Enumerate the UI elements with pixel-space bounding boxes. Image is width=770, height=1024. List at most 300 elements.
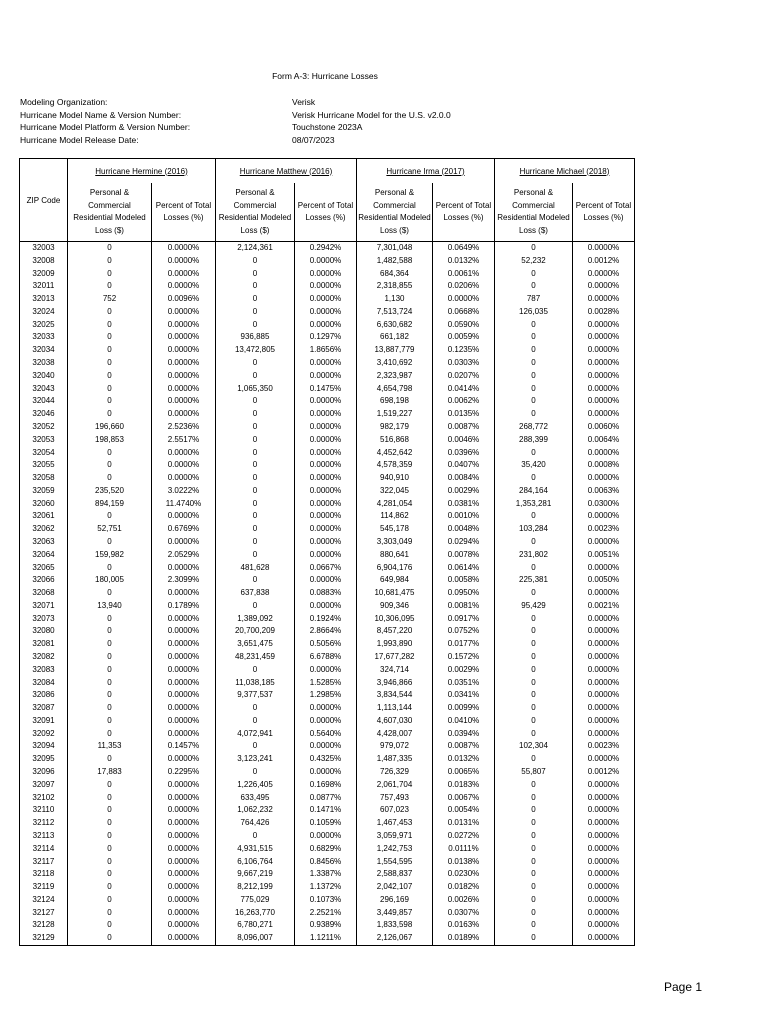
loss-cell: 13,887,779 xyxy=(357,344,433,357)
loss-cell: 0 xyxy=(68,280,152,293)
loss-cell: 0 xyxy=(495,830,573,843)
percent-cell: 0.0177% xyxy=(433,638,495,651)
percent-cell: 0.0000% xyxy=(152,932,216,945)
percent-cell: 0.0000% xyxy=(573,894,635,907)
loss-cell: 180,005 xyxy=(68,574,152,587)
zip-code-cell: 32058 xyxy=(20,472,68,485)
loss-cell: 103,284 xyxy=(495,523,573,536)
loss-cell: 0 xyxy=(495,907,573,920)
loss-cell: 0 xyxy=(216,472,295,485)
loss-cell: 0 xyxy=(495,715,573,728)
loss-cell: 0 xyxy=(68,830,152,843)
loss-cell: 545,178 xyxy=(357,523,433,536)
loss-cell: 649,984 xyxy=(357,574,433,587)
loss-cell: 2,124,361 xyxy=(216,242,295,255)
percent-cell: 0.0000% xyxy=(152,907,216,920)
percent-cell: 0.0000% xyxy=(573,932,635,945)
loss-cell: 17,677,282 xyxy=(357,651,433,664)
loss-cell: 0 xyxy=(495,817,573,830)
loss-cell: 6,106,764 xyxy=(216,856,295,869)
percent-cell: 0.0000% xyxy=(295,293,357,306)
loss-cell: 0 xyxy=(68,779,152,792)
loss-cell: 0 xyxy=(68,932,152,945)
hurricane-losses-table xyxy=(19,158,635,946)
percent-cell: 0.1572% xyxy=(433,651,495,664)
percent-cell: 0.0051% xyxy=(573,549,635,562)
loss-cell: 4,428,007 xyxy=(357,728,433,741)
percent-cell: 0.8456% xyxy=(295,856,357,869)
loss-cell: 3,059,971 xyxy=(357,830,433,843)
loss-column-header: Personal & Commercial Residential Modeled Loss ($) xyxy=(495,183,573,242)
percent-cell: 0.0000% xyxy=(573,562,635,575)
loss-cell: 0 xyxy=(216,600,295,613)
percent-cell: 0.0000% xyxy=(573,510,635,523)
loss-cell: 231,802 xyxy=(495,549,573,562)
percent-cell: 0.0000% xyxy=(295,268,357,281)
loss-cell: 1,130 xyxy=(357,293,433,306)
zip-code-cell: 32128 xyxy=(20,919,68,932)
meta-row xyxy=(20,121,451,134)
loss-cell: 3,834,544 xyxy=(357,689,433,702)
percent-cell: 0.0000% xyxy=(573,447,635,460)
zip-code-cell: 32110 xyxy=(20,804,68,817)
loss-cell: 0 xyxy=(216,293,295,306)
percent-cell: 0.0000% xyxy=(152,344,216,357)
loss-column-header: Personal & Commercial Residential Modeled Loss ($) xyxy=(216,183,295,242)
percent-cell: 0.1471% xyxy=(295,804,357,817)
percent-cell: 0.0230% xyxy=(433,868,495,881)
table-body xyxy=(20,242,635,946)
loss-cell: 52,751 xyxy=(68,523,152,536)
percent-cell: 0.0000% xyxy=(152,919,216,932)
percent-cell: 0.0131% xyxy=(433,817,495,830)
table-row xyxy=(20,919,635,932)
loss-cell: 0 xyxy=(216,485,295,498)
percent-cell: 0.0000% xyxy=(433,293,495,306)
percent-cell: 0.0000% xyxy=(295,574,357,587)
loss-cell: 0 xyxy=(495,447,573,460)
event-header-hermine xyxy=(68,159,216,184)
percent-cell: 1.8656% xyxy=(295,344,357,357)
zip-code-cell: 32009 xyxy=(20,268,68,281)
loss-cell: 0 xyxy=(68,868,152,881)
zip-code-cell: 32062 xyxy=(20,523,68,536)
percent-cell: 0.0000% xyxy=(573,293,635,306)
loss-cell: 0 xyxy=(495,319,573,332)
percent-cell: 0.1073% xyxy=(295,894,357,907)
percent-cell: 0.2295% xyxy=(152,766,216,779)
table-row xyxy=(20,740,635,753)
percent-cell: 0.0065% xyxy=(433,766,495,779)
event-name: Hurricane Irma (2017) xyxy=(386,166,465,176)
loss-cell: 0 xyxy=(495,331,573,344)
percent-cell: 2.0529% xyxy=(152,549,216,562)
meta-label: Modeling Organization: xyxy=(20,97,108,107)
loss-cell: 0 xyxy=(68,242,152,255)
percent-cell: 0.0000% xyxy=(573,280,635,293)
loss-cell: 0 xyxy=(216,664,295,677)
loss-cell: 0 xyxy=(216,523,295,536)
loss-cell: 1,554,595 xyxy=(357,856,433,869)
loss-cell: 0 xyxy=(68,817,152,830)
percent-cell: 0.0000% xyxy=(152,306,216,319)
percent-cell: 0.0000% xyxy=(152,319,216,332)
table-row xyxy=(20,562,635,575)
loss-cell: 0 xyxy=(495,728,573,741)
percent-cell: 0.0000% xyxy=(573,242,635,255)
loss-cell: 726,329 xyxy=(357,766,433,779)
table-row xyxy=(20,792,635,805)
loss-cell: 0 xyxy=(495,651,573,664)
loss-cell: 0 xyxy=(68,395,152,408)
event-header-irma xyxy=(357,159,495,184)
zip-code-cell: 32053 xyxy=(20,434,68,447)
percent-cell: 0.0132% xyxy=(433,255,495,268)
loss-cell: 3,946,866 xyxy=(357,677,433,690)
loss-cell: 8,096,007 xyxy=(216,932,295,945)
loss-cell: 35,420 xyxy=(495,459,573,472)
table-row xyxy=(20,523,635,536)
zip-code-cell: 32082 xyxy=(20,651,68,664)
table-row xyxy=(20,434,635,447)
percent-cell: 0.0067% xyxy=(433,792,495,805)
zip-code-cell: 32124 xyxy=(20,894,68,907)
loss-cell: 481,628 xyxy=(216,562,295,575)
percent-cell: 0.0000% xyxy=(573,843,635,856)
zip-code-cell: 32083 xyxy=(20,664,68,677)
loss-cell: 0 xyxy=(495,792,573,805)
loss-cell: 0 xyxy=(495,408,573,421)
percent-cell: 0.0058% xyxy=(433,574,495,587)
meta-row xyxy=(20,134,451,147)
percent-cell: 0.0000% xyxy=(573,651,635,664)
form-title: Form A-3: Hurricane Losses xyxy=(272,71,378,81)
percent-cell: 0.0752% xyxy=(433,625,495,638)
loss-cell: 2,126,067 xyxy=(357,932,433,945)
loss-cell: 0 xyxy=(495,587,573,600)
loss-cell: 0 xyxy=(495,357,573,370)
percent-cell: 0.0000% xyxy=(573,370,635,383)
loss-cell: 55,807 xyxy=(495,766,573,779)
table-row xyxy=(20,587,635,600)
percent-cell: 0.0000% xyxy=(152,843,216,856)
loss-cell: 0 xyxy=(216,702,295,715)
zip-code-cell: 32065 xyxy=(20,562,68,575)
percent-cell: 0.0138% xyxy=(433,856,495,869)
percent-cell: 0.0029% xyxy=(433,485,495,498)
loss-cell: 0 xyxy=(68,677,152,690)
percent-cell: 0.0028% xyxy=(573,306,635,319)
loss-cell: 4,281,054 xyxy=(357,498,433,511)
table-row xyxy=(20,357,635,370)
table-row xyxy=(20,549,635,562)
percent-cell: 0.0000% xyxy=(573,613,635,626)
percent-cell: 0.0023% xyxy=(573,740,635,753)
percent-cell: 0.0023% xyxy=(573,523,635,536)
loss-cell: 6,780,271 xyxy=(216,919,295,932)
percent-cell: 0.0000% xyxy=(152,408,216,421)
loss-cell: 0 xyxy=(495,638,573,651)
loss-cell: 0 xyxy=(495,677,573,690)
loss-cell: 126,035 xyxy=(495,306,573,319)
zip-code-cell: 32117 xyxy=(20,856,68,869)
table-row xyxy=(20,459,635,472)
percent-cell: 0.0000% xyxy=(295,459,357,472)
loss-cell: 0 xyxy=(216,766,295,779)
table-row xyxy=(20,907,635,920)
loss-cell: 752 xyxy=(68,293,152,306)
table-row xyxy=(20,894,635,907)
percent-cell: 0.0182% xyxy=(433,881,495,894)
model-info xyxy=(20,96,451,146)
loss-cell: 2,588,837 xyxy=(357,868,433,881)
percent-cell: 0.0000% xyxy=(152,613,216,626)
table-row xyxy=(20,280,635,293)
loss-cell: 0 xyxy=(216,434,295,447)
meta-label: Hurricane Model Platform & Version Number: xyxy=(20,122,191,133)
percent-cell: 0.0000% xyxy=(152,689,216,702)
percent-cell: 1.5285% xyxy=(295,677,357,690)
loss-cell: 0 xyxy=(216,740,295,753)
percent-cell: 0.0000% xyxy=(295,421,357,434)
table-row xyxy=(20,868,635,881)
loss-cell: 1,226,405 xyxy=(216,779,295,792)
loss-cell: 3,303,049 xyxy=(357,536,433,549)
percent-cell: 0.0060% xyxy=(573,421,635,434)
loss-cell: 4,578,359 xyxy=(357,459,433,472)
percent-cell: 0.1475% xyxy=(295,383,357,396)
percent-cell: 0.0000% xyxy=(152,280,216,293)
zip-code-cell: 32086 xyxy=(20,689,68,702)
zip-code-cell: 32046 xyxy=(20,408,68,421)
zip-code-cell: 32080 xyxy=(20,625,68,638)
loss-cell: 698,198 xyxy=(357,395,433,408)
zip-code-cell: 32094 xyxy=(20,740,68,753)
zip-code-cell: 32043 xyxy=(20,383,68,396)
percent-cell: 0.0099% xyxy=(433,702,495,715)
percent-cell: 0.0000% xyxy=(152,728,216,741)
percent-cell: 2.3099% xyxy=(152,574,216,587)
percent-cell: 0.0046% xyxy=(433,434,495,447)
percent-cell: 0.0272% xyxy=(433,830,495,843)
percent-cell: 0.0012% xyxy=(573,766,635,779)
loss-cell: 0 xyxy=(495,395,573,408)
percent-cell: 0.0189% xyxy=(433,932,495,945)
percent-cell: 0.0000% xyxy=(573,792,635,805)
loss-cell: 10,306,095 xyxy=(357,613,433,626)
loss-cell: 0 xyxy=(495,843,573,856)
percent-cell: 0.0000% xyxy=(573,664,635,677)
percent-cell: 0.0407% xyxy=(433,459,495,472)
zip-code-cell: 32081 xyxy=(20,638,68,651)
percent-cell: 0.0000% xyxy=(295,255,357,268)
loss-cell: 268,772 xyxy=(495,421,573,434)
loss-cell: 0 xyxy=(68,894,152,907)
loss-cell: 9,667,219 xyxy=(216,868,295,881)
loss-cell: 894,159 xyxy=(68,498,152,511)
loss-cell: 6,904,176 xyxy=(357,562,433,575)
percent-cell: 0.1698% xyxy=(295,779,357,792)
loss-cell: 0 xyxy=(68,459,152,472)
percent-cell: 0.0000% xyxy=(295,370,357,383)
table-row xyxy=(20,242,635,255)
loss-cell: 4,452,642 xyxy=(357,447,433,460)
percent-cell: 0.0000% xyxy=(573,383,635,396)
table-row xyxy=(20,817,635,830)
percent-cell: 0.0000% xyxy=(295,408,357,421)
percent-cell: 0.0000% xyxy=(152,664,216,677)
percent-cell: 0.0000% xyxy=(573,357,635,370)
loss-cell: 0 xyxy=(495,613,573,626)
percent-cell: 0.0000% xyxy=(295,536,357,549)
loss-column-header: Personal & Commercial Residential Modeled Loss ($) xyxy=(68,183,152,242)
percent-cell: 0.0000% xyxy=(152,830,216,843)
percent-cell: 0.0000% xyxy=(152,510,216,523)
percent-cell: 0.0000% xyxy=(573,702,635,715)
percent-cell: 0.0000% xyxy=(573,408,635,421)
loss-cell: 3,410,692 xyxy=(357,357,433,370)
percent-cell: 1.2985% xyxy=(295,689,357,702)
zip-code-cell: 32113 xyxy=(20,830,68,843)
percent-cell: 0.0000% xyxy=(295,434,357,447)
loss-cell: 633,495 xyxy=(216,792,295,805)
loss-cell: 0 xyxy=(495,894,573,907)
percent-cell: 0.0000% xyxy=(573,268,635,281)
percent-cell: 0.0000% xyxy=(295,830,357,843)
table-row xyxy=(20,268,635,281)
percent-cell: 0.0000% xyxy=(152,255,216,268)
loss-cell: 0 xyxy=(68,728,152,741)
percent-cell: 0.0000% xyxy=(152,702,216,715)
loss-cell: 1,482,588 xyxy=(357,255,433,268)
loss-cell: 0 xyxy=(68,856,152,869)
zip-code-cell: 32008 xyxy=(20,255,68,268)
loss-cell: 0 xyxy=(68,804,152,817)
percent-cell: 0.0000% xyxy=(152,856,216,869)
percent-cell: 0.0883% xyxy=(295,587,357,600)
meta-value: 08/07/2023 xyxy=(292,134,335,145)
loss-cell: 0 xyxy=(68,702,152,715)
loss-cell: 0 xyxy=(216,255,295,268)
percent-cell: 0.0000% xyxy=(573,728,635,741)
percent-cell: 0.0000% xyxy=(295,395,357,408)
loss-cell: 102,304 xyxy=(495,740,573,753)
zip-code-cell: 32087 xyxy=(20,702,68,715)
percent-cell: 2.5517% xyxy=(152,434,216,447)
loss-cell: 322,045 xyxy=(357,485,433,498)
zip-code-cell: 32127 xyxy=(20,907,68,920)
percent-column-header: Percent of Total Losses (%) xyxy=(433,183,495,242)
percent-cell: 0.0000% xyxy=(152,268,216,281)
loss-cell: 661,182 xyxy=(357,331,433,344)
percent-cell: 0.0000% xyxy=(152,383,216,396)
loss-cell: 0 xyxy=(495,344,573,357)
percent-cell: 0.0307% xyxy=(433,907,495,920)
table-row xyxy=(20,293,635,306)
percent-cell: 0.0000% xyxy=(152,638,216,651)
loss-cell: 979,072 xyxy=(357,740,433,753)
percent-cell: 0.0667% xyxy=(295,562,357,575)
loss-cell: 8,457,220 xyxy=(357,625,433,638)
loss-cell: 11,353 xyxy=(68,740,152,753)
table-row xyxy=(20,664,635,677)
loss-cell: 0 xyxy=(68,383,152,396)
percent-cell: 11.4740% xyxy=(152,498,216,511)
loss-cell: 0 xyxy=(68,536,152,549)
percent-cell: 0.0059% xyxy=(433,331,495,344)
loss-cell: 0 xyxy=(68,715,152,728)
percent-column-header: Percent of Total Losses (%) xyxy=(152,183,216,242)
table-row xyxy=(20,753,635,766)
percent-cell: 0.1457% xyxy=(152,740,216,753)
zip-code-cell: 32003 xyxy=(20,242,68,255)
loss-cell: 909,346 xyxy=(357,600,433,613)
zip-code-cell: 32011 xyxy=(20,280,68,293)
meta-label: Hurricane Model Release Date: xyxy=(20,134,139,145)
percent-cell: 0.2942% xyxy=(295,242,357,255)
loss-cell: 0 xyxy=(495,779,573,792)
percent-cell: 0.0000% xyxy=(152,395,216,408)
zip-code-cell: 32112 xyxy=(20,817,68,830)
loss-cell: 2,318,855 xyxy=(357,280,433,293)
loss-cell: 288,399 xyxy=(495,434,573,447)
loss-cell: 0 xyxy=(68,562,152,575)
percent-cell: 0.0000% xyxy=(295,498,357,511)
loss-cell: 607,023 xyxy=(357,804,433,817)
loss-cell: 0 xyxy=(68,625,152,638)
loss-cell: 0 xyxy=(495,510,573,523)
loss-cell: 0 xyxy=(495,881,573,894)
loss-cell: 0 xyxy=(68,408,152,421)
meta-value: Verisk xyxy=(292,97,316,107)
percent-cell: 0.5640% xyxy=(295,728,357,741)
loss-cell: 982,179 xyxy=(357,421,433,434)
loss-cell: 1,065,350 xyxy=(216,383,295,396)
loss-cell: 1,993,890 xyxy=(357,638,433,651)
percent-cell: 0.0000% xyxy=(295,472,357,485)
percent-cell: 0.0000% xyxy=(152,562,216,575)
percent-cell: 0.0008% xyxy=(573,459,635,472)
percent-cell: 0.0000% xyxy=(295,740,357,753)
loss-cell: 0 xyxy=(495,702,573,715)
percent-cell: 0.0206% xyxy=(433,280,495,293)
loss-cell: 0 xyxy=(68,331,152,344)
loss-cell: 757,493 xyxy=(357,792,433,805)
table-row xyxy=(20,715,635,728)
table-row xyxy=(20,255,635,268)
loss-cell: 196,660 xyxy=(68,421,152,434)
loss-cell: 1,353,281 xyxy=(495,498,573,511)
loss-cell: 0 xyxy=(495,856,573,869)
percent-cell: 0.0000% xyxy=(152,447,216,460)
percent-cell: 0.0062% xyxy=(433,395,495,408)
zip-code-cell: 32040 xyxy=(20,370,68,383)
page-number: Page 1 xyxy=(664,980,703,994)
loss-cell: 9,377,537 xyxy=(216,689,295,702)
percent-cell: 0.0000% xyxy=(295,280,357,293)
percent-cell: 0.0000% xyxy=(573,587,635,600)
loss-cell: 0 xyxy=(68,370,152,383)
table-row xyxy=(20,804,635,817)
percent-cell: 0.0000% xyxy=(152,881,216,894)
loss-cell: 0 xyxy=(216,306,295,319)
loss-column-header: Personal & Commercial Residential Modeled Loss ($) xyxy=(357,183,433,242)
loss-cell: 0 xyxy=(495,268,573,281)
percent-cell: 0.0000% xyxy=(152,651,216,664)
percent-cell: 0.0590% xyxy=(433,319,495,332)
percent-cell: 0.0000% xyxy=(152,357,216,370)
percent-cell: 0.0000% xyxy=(573,919,635,932)
